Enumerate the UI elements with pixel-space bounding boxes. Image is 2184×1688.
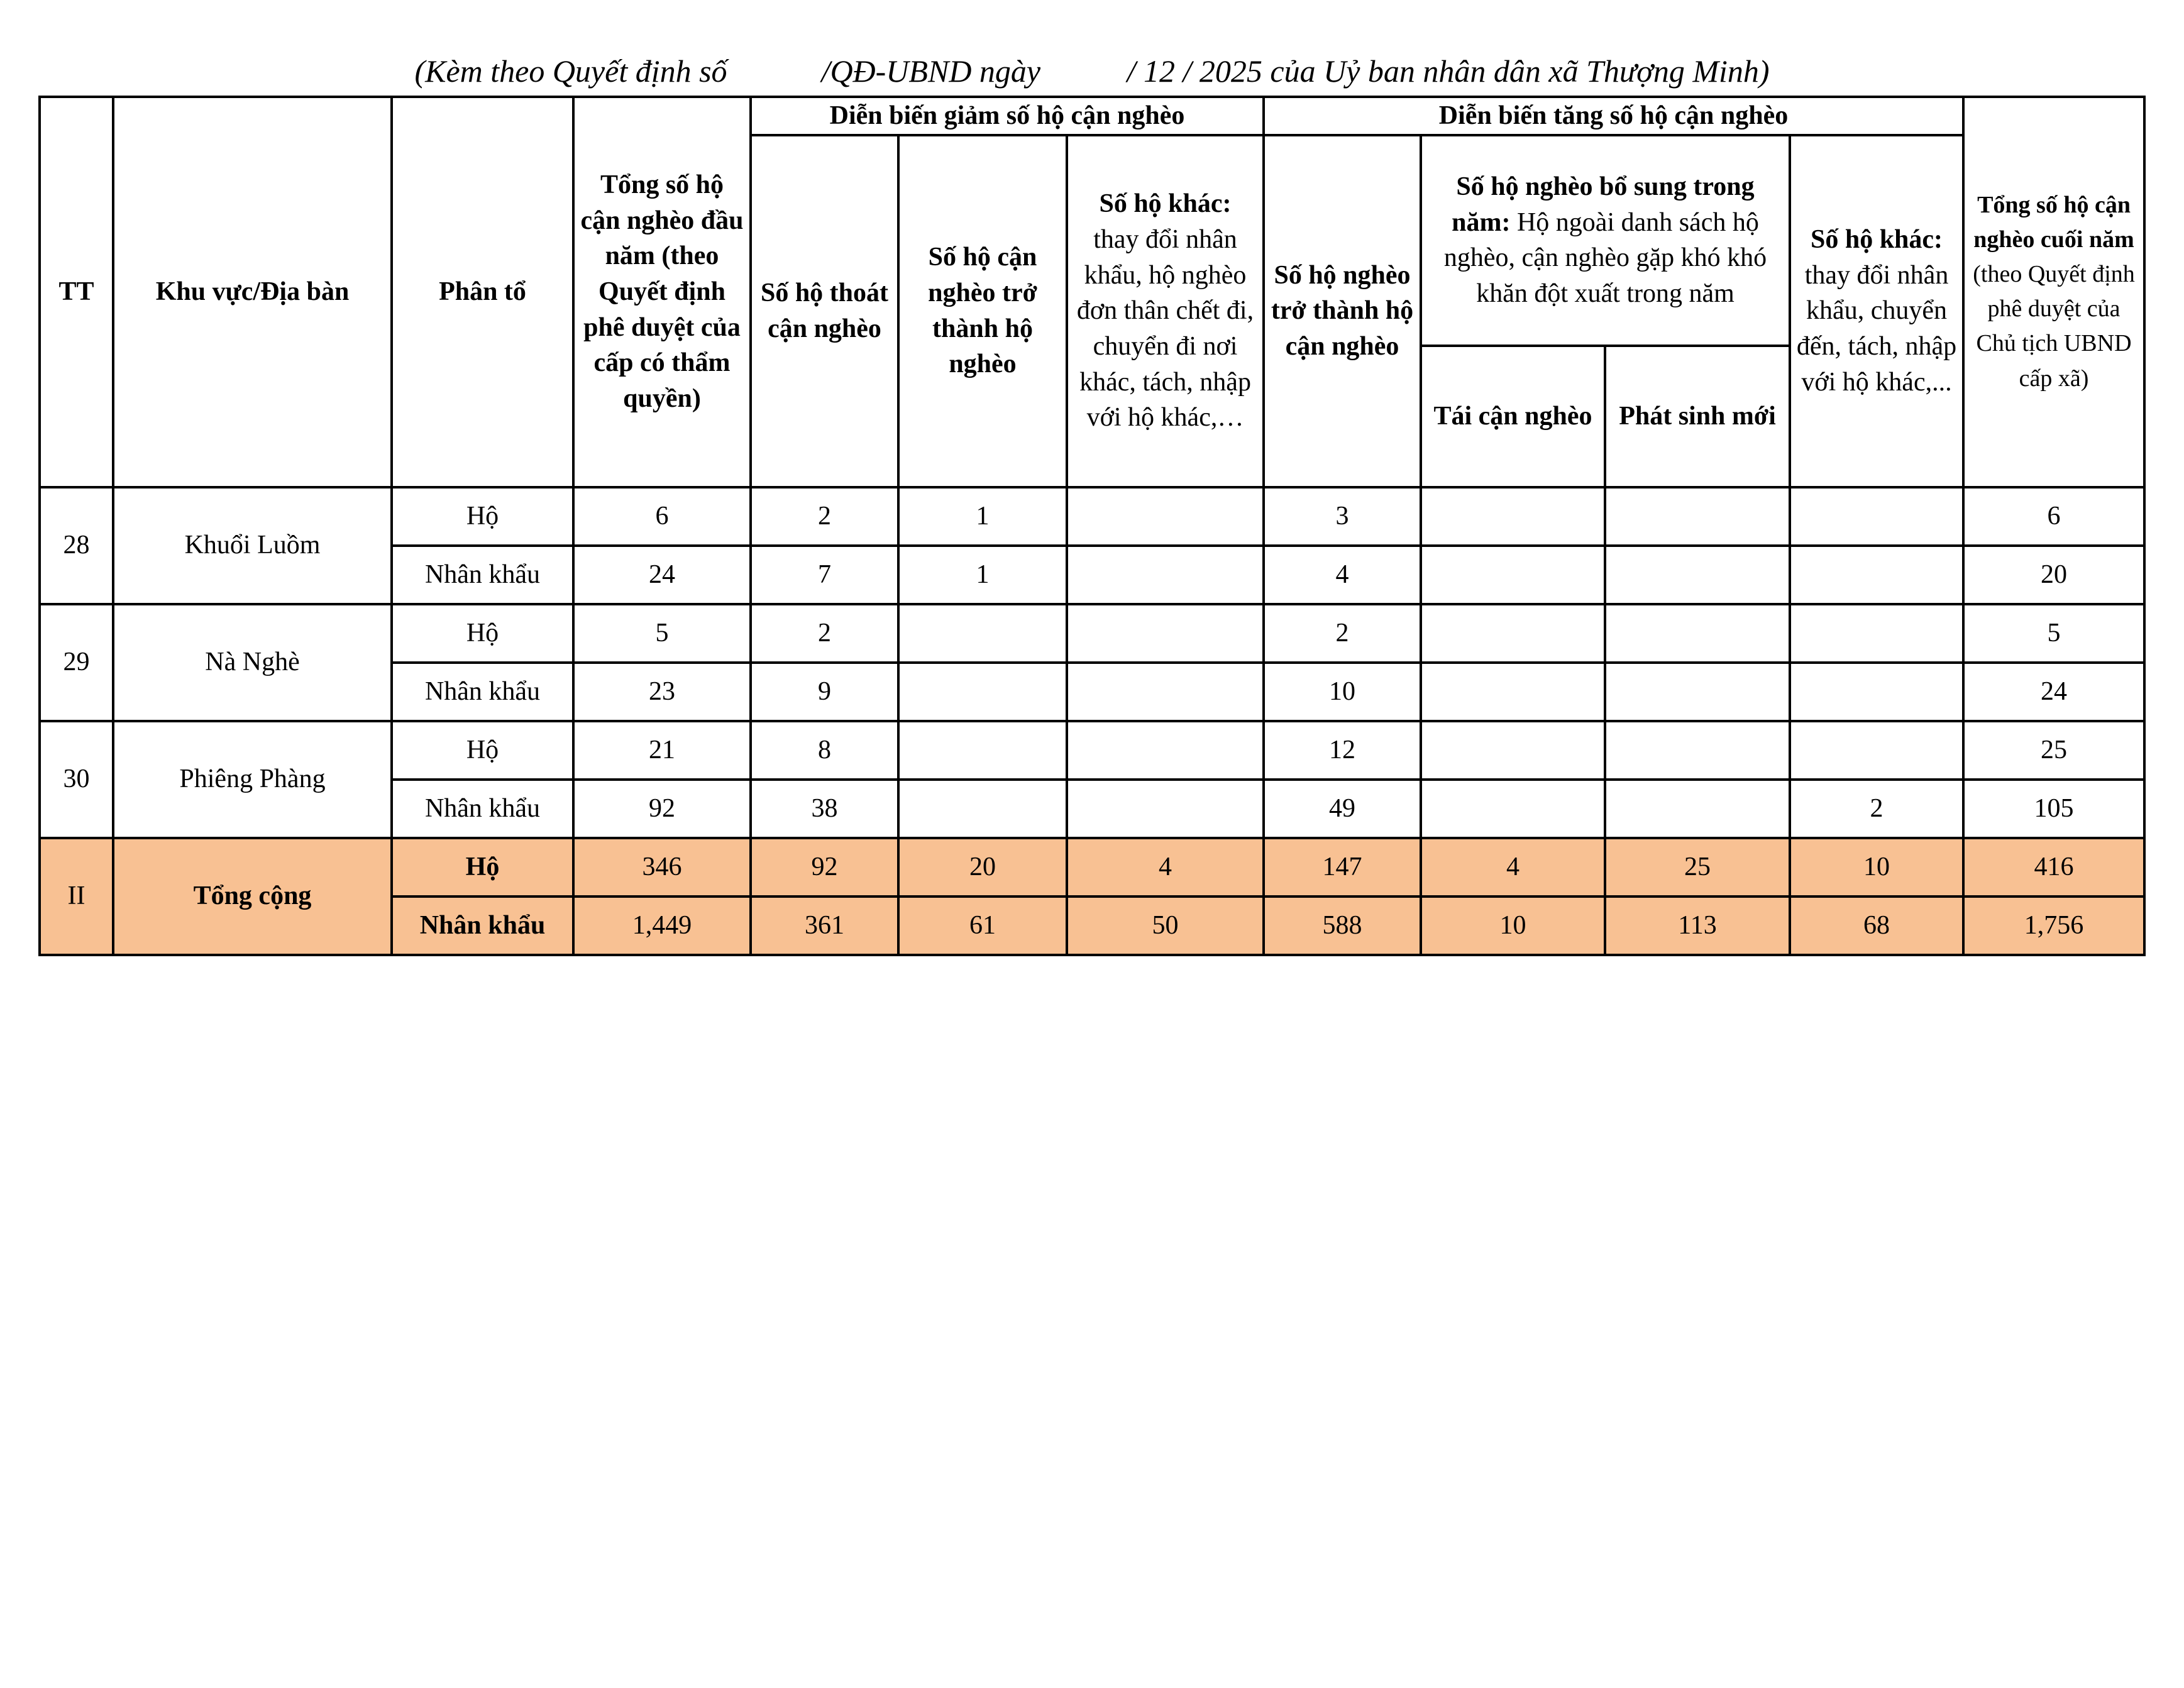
row-nhan-khau-value — [1790, 663, 1963, 721]
row-nhan-khau-value: 4 — [1264, 546, 1421, 604]
header-khu-vuc: Khu vực/Địa bàn — [113, 97, 392, 487]
row-ho-value — [1790, 487, 1963, 546]
row-ho-value — [1421, 487, 1605, 546]
header-so-ho-khac-giam-text: thay đổi nhân khẩu, hộ nghèo đơn thân chết đi, chuyển đi nơi khác, tách, nhập với hộ khác,… — [1076, 224, 1254, 433]
row-nhan-khau-value: 92 — [573, 780, 751, 838]
row-ho-value: 6 — [573, 487, 751, 546]
row-nhan-khau-value — [898, 780, 1067, 838]
row-nhan-khau-value: 1 — [898, 546, 1067, 604]
row-nhan-khau-value: 38 — [751, 780, 898, 838]
document-caption: (Kèm theo Quyết định số /QĐ-UBND ngày / 12 / 2025 của Uỷ ban nhân dân xã Thượng Minh) — [414, 53, 1770, 89]
row-nhan-khau-value — [1067, 663, 1264, 721]
row-ho-value: 147 — [1264, 838, 1421, 896]
row-nhan-khau-value — [898, 663, 1067, 721]
row-ho-value — [898, 604, 1067, 663]
row-ho-value: 4 — [1421, 838, 1605, 896]
row-ho-value — [1605, 604, 1790, 663]
row-label-nhan-khau: Nhân khẩu — [392, 896, 573, 955]
row-label-ho: Hộ — [392, 838, 573, 896]
row-nhan-khau-value: 24 — [573, 546, 751, 604]
row-ho-value: 5 — [1963, 604, 2144, 663]
header-so-ho-ngheo-tro-thanh: Số hộ nghèo trở thành hộ cận nghèo — [1264, 135, 1421, 487]
row-nhan-khau-value: 68 — [1790, 896, 1963, 955]
row-ho-value — [1067, 487, 1264, 546]
header-so-ho-thoat: Số hộ thoát cận nghèo — [751, 135, 898, 487]
row-ho-value: 20 — [898, 838, 1067, 896]
header-so-ho-can-ngheo-tro-thanh: Số hộ cận nghèo trở thành hộ nghèo — [898, 135, 1067, 487]
row-area-name: Tổng cộng — [113, 838, 392, 955]
row-ho-value: 25 — [1605, 838, 1790, 896]
row-ho-value: 3 — [1264, 487, 1421, 546]
row-nhan-khau-value — [1421, 780, 1605, 838]
header-so-ho-khac-tang-bold: Số hộ khác: — [1810, 224, 1943, 254]
header-so-ho-khac-giam — [1067, 135, 1264, 487]
header-so-ho-khac-giam-bold: Số hộ khác: — [1099, 189, 1232, 219]
row-ho-value: 2 — [1264, 604, 1421, 663]
row-label-ho: Hộ — [392, 721, 573, 780]
row-ho-value: 2 — [751, 487, 898, 546]
row-nhan-khau-value: 10 — [1421, 896, 1605, 955]
row-nhan-khau-value: 61 — [898, 896, 1067, 955]
row-nhan-khau-value: 9 — [751, 663, 898, 721]
row-ho-value: 92 — [751, 838, 898, 896]
row-label-nhan-khau: Nhân khẩu — [392, 780, 573, 838]
row-nhan-khau-value — [1790, 546, 1963, 604]
row-nhan-khau-value — [1421, 546, 1605, 604]
row-nhan-khau-value: 24 — [1963, 663, 2144, 721]
header-bo-sung-bold: Số hộ nghèo bổ sung trong năm: — [1452, 172, 1755, 237]
header-dien-bien-tang: Diễn biến tăng số hộ cận nghèo — [1264, 97, 1963, 135]
header-tt: TT — [40, 97, 113, 487]
row-ho-value — [898, 721, 1067, 780]
row-ho-value: 416 — [1963, 838, 2144, 896]
row-tt: II — [40, 838, 113, 955]
row-ho-value: 2 — [751, 604, 898, 663]
row-area-name: Phiêng Phàng — [113, 721, 392, 838]
row-ho-value: 1 — [898, 487, 1067, 546]
row-ho-value: 346 — [573, 838, 751, 896]
row-nhan-khau-value — [1067, 780, 1264, 838]
row-nhan-khau-value: 588 — [1264, 896, 1421, 955]
row-ho-value: 6 — [1963, 487, 2144, 546]
table-row — [40, 721, 2144, 780]
row-nhan-khau-value: 20 — [1963, 546, 2144, 604]
row-ho-value: 25 — [1963, 721, 2144, 780]
header-tong-cuoi-nam — [1963, 97, 2144, 487]
row-ho-value: 21 — [573, 721, 751, 780]
row-ho-value — [1790, 604, 1963, 663]
row-nhan-khau-value: 105 — [1963, 780, 2144, 838]
header-tai-can-ngheo: Tái cận nghèo — [1421, 346, 1605, 487]
row-label-nhan-khau: Nhân khẩu — [392, 663, 573, 721]
header-bo-sung-text: Hộ ngoài danh sách hộ nghèo, cận nghèo gặp khó khó khăn đột xuất trong năm — [1443, 207, 1767, 308]
row-area-name: Khuổi Luồm — [113, 487, 392, 604]
row-nhan-khau-value: 7 — [751, 546, 898, 604]
header-so-ho-khac-tang — [1790, 135, 1963, 487]
row-nhan-khau-value: 113 — [1605, 896, 1790, 955]
header-phat-sinh-moi: Phát sinh mới — [1605, 346, 1790, 487]
row-ho-value: 12 — [1264, 721, 1421, 780]
row-nhan-khau-value — [1421, 663, 1605, 721]
row-nhan-khau-value: 49 — [1264, 780, 1421, 838]
header-phan-to: Phân tổ — [392, 97, 573, 487]
total-row-ho — [40, 838, 2144, 896]
row-nhan-khau-value: 1,756 — [1963, 896, 2144, 955]
table-body — [40, 487, 2144, 955]
row-nhan-khau-value: 1,449 — [573, 896, 751, 955]
row-label-nhan-khau: Nhân khẩu — [392, 546, 573, 604]
row-label-ho: Hộ — [392, 487, 573, 546]
row-tt: 30 — [40, 721, 113, 838]
row-nhan-khau-value — [1605, 780, 1790, 838]
header-dien-bien-giam: Diễn biến giảm số hộ cận nghèo — [751, 97, 1264, 135]
row-nhan-khau-value: 10 — [1264, 663, 1421, 721]
row-nhan-khau-value — [1605, 663, 1790, 721]
header-bo-sung — [1421, 135, 1790, 346]
row-ho-value — [1067, 721, 1264, 780]
near-poor-household-table — [38, 96, 2146, 956]
row-ho-value — [1421, 721, 1605, 780]
row-nhan-khau-value — [1067, 546, 1264, 604]
row-tt: 28 — [40, 487, 113, 604]
row-area-name: Nà Nghè — [113, 604, 392, 721]
row-nhan-khau-value: 50 — [1067, 896, 1264, 955]
row-label-ho: Hộ — [392, 604, 573, 663]
row-tt: 29 — [40, 604, 113, 721]
row-ho-value: 4 — [1067, 838, 1264, 896]
row-ho-value — [1605, 487, 1790, 546]
row-nhan-khau-value: 2 — [1790, 780, 1963, 838]
row-ho-value: 10 — [1790, 838, 1963, 896]
row-ho-value — [1067, 604, 1264, 663]
header-tong-cuoi-nam-text: (theo Quyết định phê duyệt của Chủ tịch UBND cấp xã) — [1973, 261, 2135, 392]
header-so-ho-khac-tang-text: thay đổi nhân khẩu, chuyển đến, tách, nhập với hộ khác,... — [1796, 260, 1957, 397]
header-tong-cuoi-nam-bold: Tổng số hộ cận nghèo cuối năm — [1973, 192, 2134, 253]
row-ho-value: 8 — [751, 721, 898, 780]
row-ho-value — [1421, 604, 1605, 663]
table-row — [40, 604, 2144, 663]
row-ho-value — [1605, 721, 1790, 780]
table-row — [40, 487, 2144, 546]
row-ho-value: 5 — [573, 604, 751, 663]
row-ho-value — [1790, 721, 1963, 780]
row-nhan-khau-value: 361 — [751, 896, 898, 955]
header-tong-dau-nam: Tổng số hộ cận nghèo đầu năm (theo Quyết định phê duyệt của cấp có thẩm quyền) — [573, 97, 751, 487]
row-nhan-khau-value — [1605, 546, 1790, 604]
row-nhan-khau-value: 23 — [573, 663, 751, 721]
